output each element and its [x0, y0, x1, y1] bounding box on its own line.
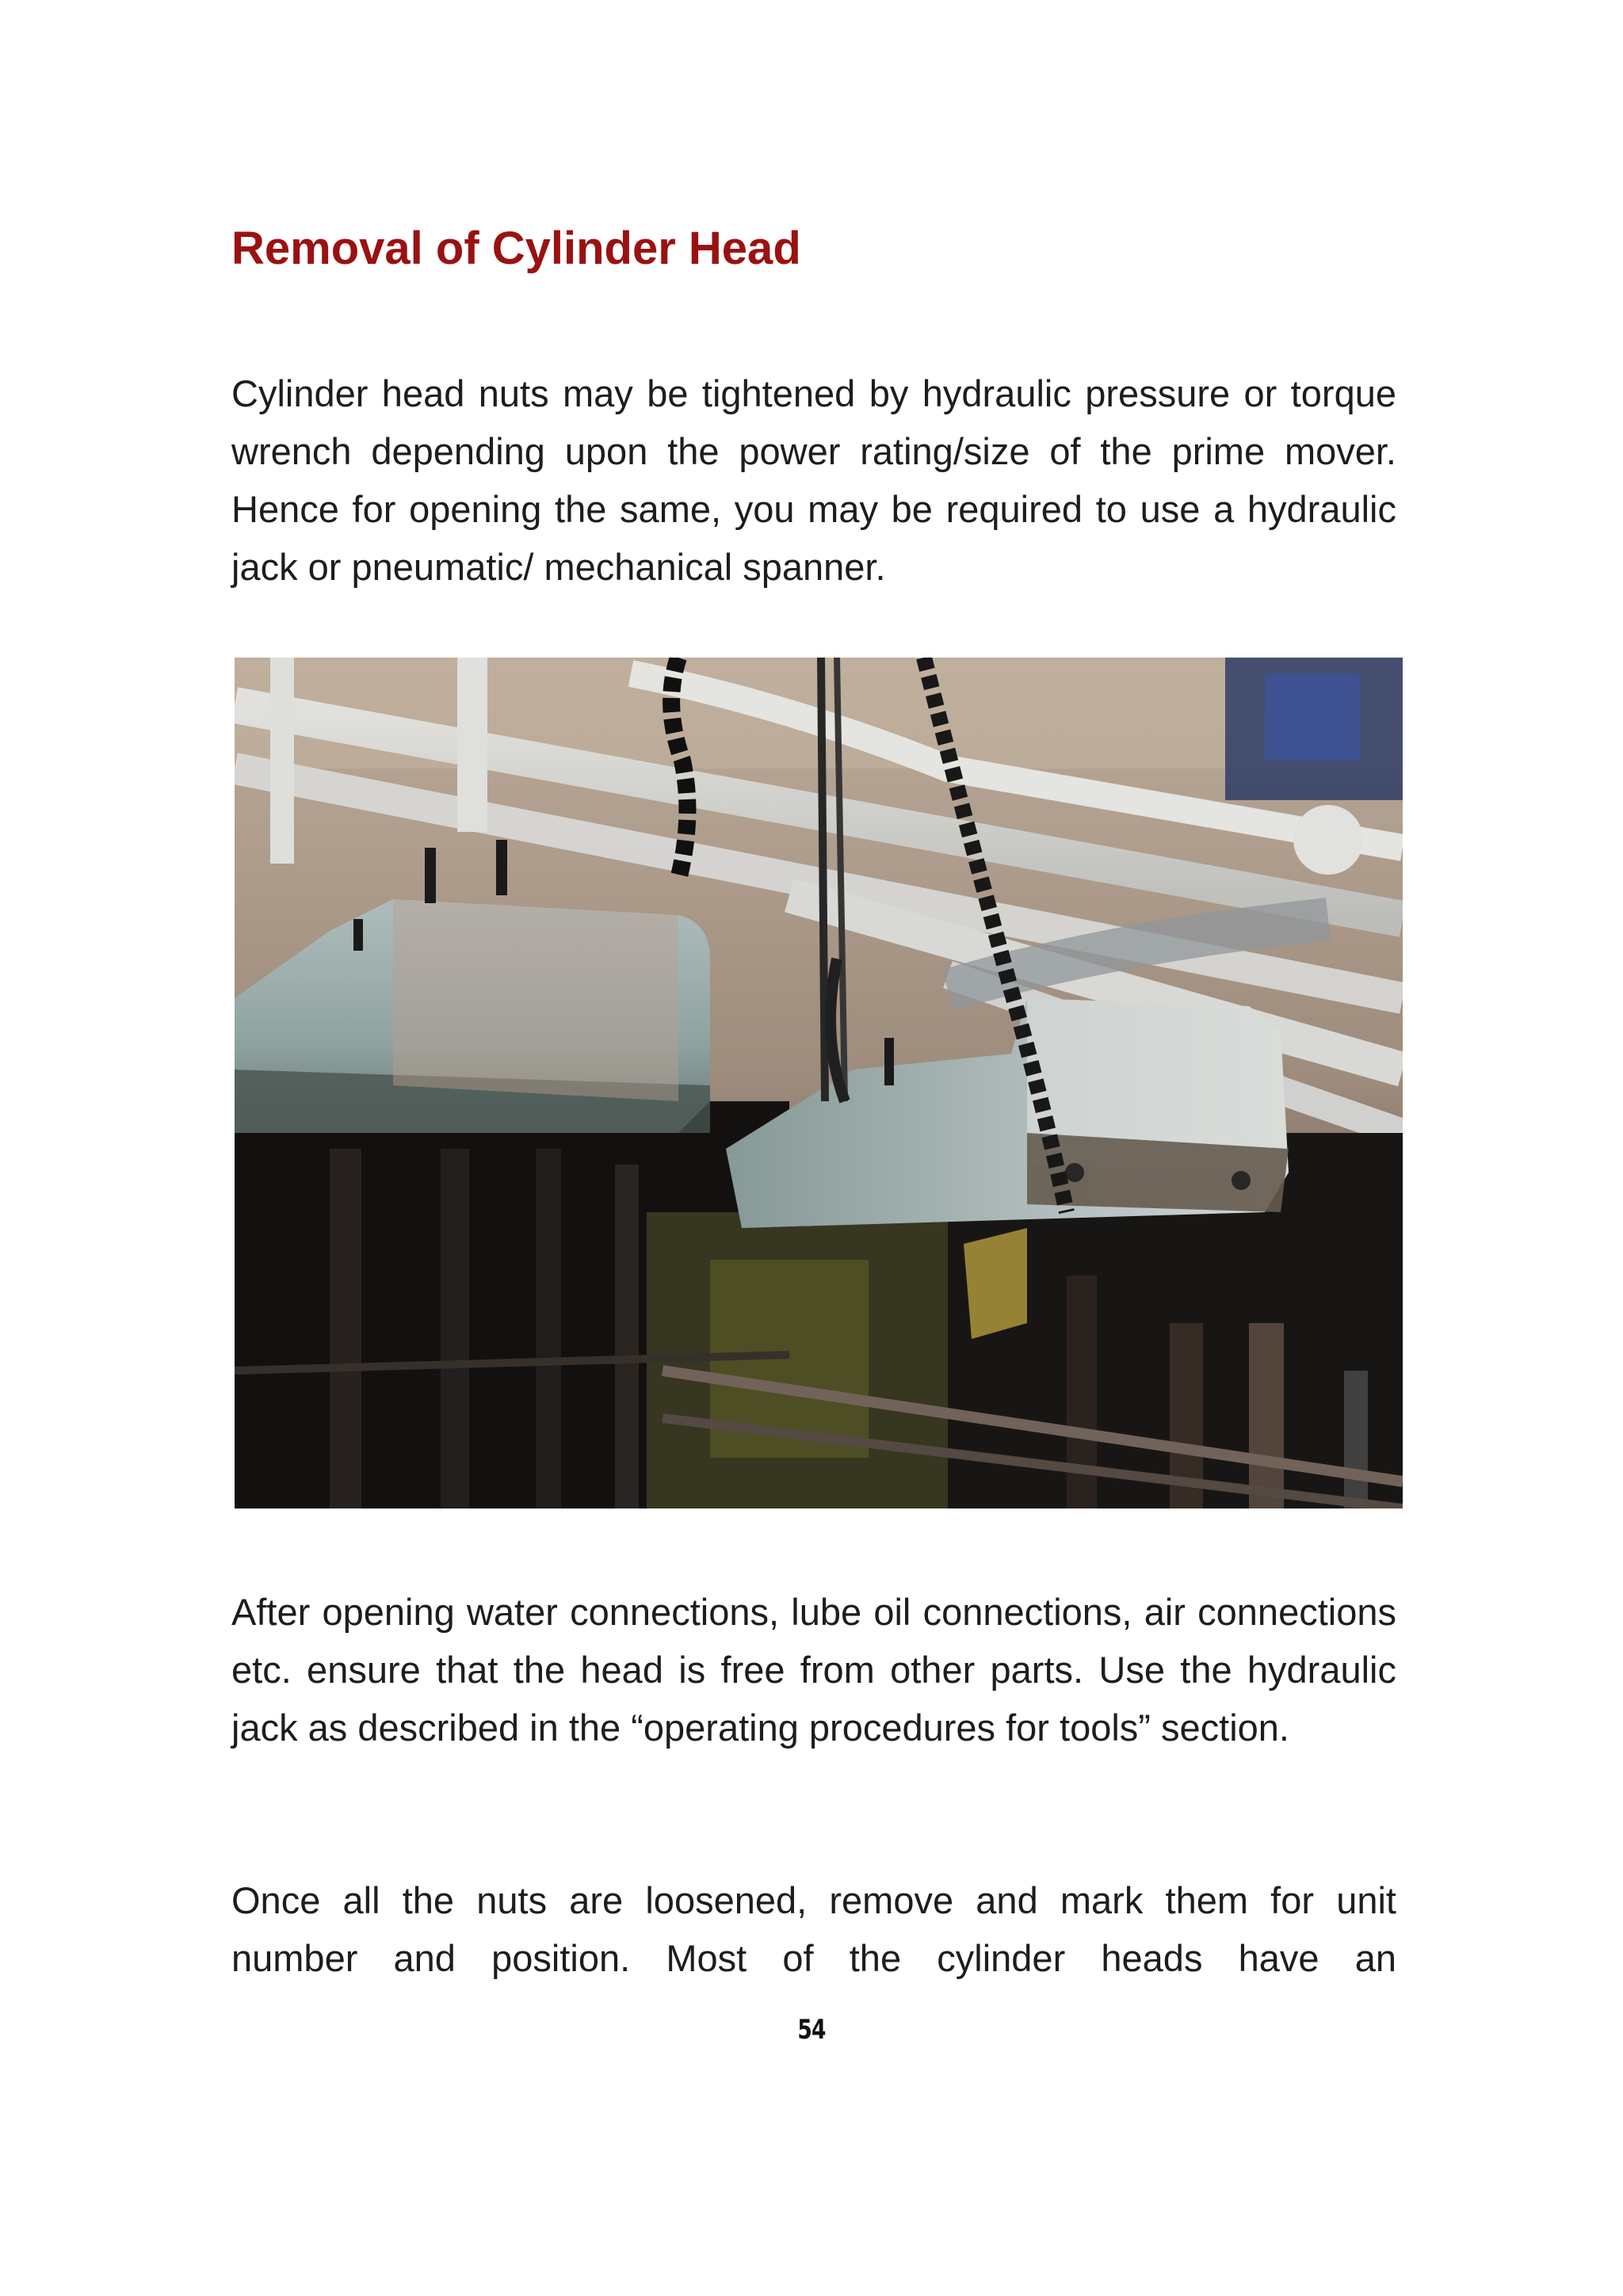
- section-title: Removal of Cylinder Head: [231, 223, 801, 274]
- paragraph-nuts: Once all the nuts are loosened, remove and mark them for unit number and position. Most of the cylinder heads have an: [231, 1879, 1396, 1979]
- paragraph-connections: After opening water connections, lube oil connections, air connections etc. ensure that the head is free from other parts. Use the hydraulic jack as described in the “operating procedures for tools” section.: [231, 1591, 1396, 1749]
- cylinder-head-photo: [235, 658, 1403, 1508]
- paragraph-intro: Cylinder head nuts may be tightened by hydraulic pressure or torque wrench depending upon the power rating/size of the prime mover. Hence for opening the same, you may be required to use a hydraulic jack or pneumatic/ mechanical spanner.: [231, 372, 1396, 588]
- page-number: 54: [797, 2014, 826, 2046]
